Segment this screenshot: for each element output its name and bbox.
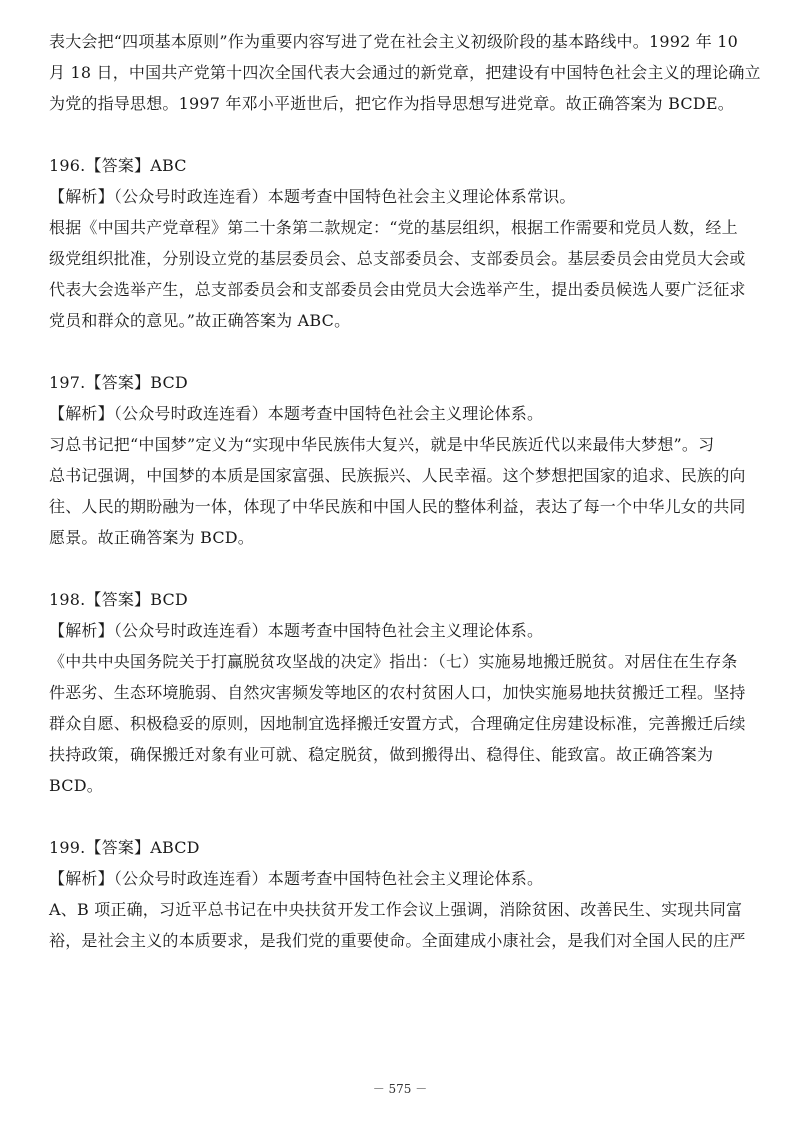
intro-paragraph	[49, 26, 759, 119]
text-line: 根据《中国共产党章程》第二十条第二款规定：“党的基层组织，根据工作需要和党员人数，经上	[49, 218, 738, 237]
text-line: BCD。	[49, 776, 103, 795]
text-line: 《中共中央国务院关于打赢脱贫攻坚战的决定》指出：（七）实施易地搬迁脱贫。对居住在生存条	[49, 652, 738, 671]
text-line: 习总书记把“中国梦”定义为“实现中华民族伟大复兴，就是中华民族近代以来最伟大梦想”。习	[49, 435, 715, 454]
text-line: 为党的指导思想。1997 年邓小平逝世后，把它作为指导思想写进党章。故正确答案为 BCDE。	[49, 94, 734, 113]
text-line: 级党组织批准，分别设立党的基层委员会、总支部委员会、支部委员会。基层委员会由党员大会或	[49, 249, 746, 268]
text-line: 表大会把“四项基本原则”作为重要内容写进了党在社会主义初级阶段的基本路线中。1992 年 10	[49, 32, 739, 51]
text-line: 代表大会选举产生，总支部委员会和支部委员会由党员大会选举产生，提出委员候选人要广泛征求	[49, 280, 746, 299]
paragraph-gap	[49, 553, 759, 584]
analysis-label: 【解析】（公众号时政连连看）本题考查中国特色社会主义理论体系。	[49, 404, 544, 423]
question-197	[49, 367, 759, 553]
analysis-label: 【解析】（公众号时政连连看）本题考查中国特色社会主义理论体系。	[49, 621, 544, 640]
question-196	[49, 150, 759, 336]
analysis-label: 【解析】（公众号时政连连看）本题考查中国特色社会主义理论体系。	[49, 869, 544, 888]
text-line: 党员和群众的意见。”故正确答案为 ABC。	[49, 311, 351, 330]
analysis-label: 【解析】（公众号时政连连看）本题考查中国特色社会主义理论体系常识。	[49, 187, 576, 206]
page-content	[49, 26, 759, 956]
paragraph-gap	[49, 119, 759, 150]
text-line: 往、人民的期盼融为一体，体现了中华民族和中国人民的整体利益，表达了每一个中华儿女的共同	[49, 497, 746, 516]
text-line: A、B 项正确，习近平总书记在中央扶贫开发工作会议上强调，消除贫困、改善民生、实现共同富	[49, 900, 743, 919]
text-line: 愿景。故正确答案为 BCD。	[49, 528, 255, 547]
page-number: － 575 －	[372, 1082, 428, 1096]
text-line: 月 18 日，中国共产党第十四次全国代表大会通过的新党章，把建设有中国特色社会主义的理论确立	[49, 63, 761, 82]
text-line: 件恶劣、生态环境脆弱、自然灾害频发等地区的农村贫困人口，加快实施易地扶贫搬迁工程。坚持	[49, 683, 746, 702]
question-198	[49, 584, 759, 801]
answer-header: 197.【答案】BCD	[49, 373, 188, 392]
text-line: 扶持政策，确保搬迁对象有业可就、稳定脱贫，做到搬得出、稳得住、能致富。故正确答案为	[49, 745, 714, 764]
answer-header: 199.【答案】ABCD	[49, 838, 200, 857]
paragraph-gap	[49, 801, 759, 832]
answer-header: 196.【答案】ABC	[49, 156, 187, 175]
text-line: 总书记强调，中国梦的本质是国家富强、民族振兴、人民幸福。这个梦想把国家的追求、民族的向	[49, 466, 746, 485]
paragraph-gap	[49, 336, 759, 367]
text-line: 群众自愿、积极稳妥的原则，因地制宜选择搬迁安置方式，合理确定住房建设标准，完善搬迁后续	[49, 714, 746, 733]
question-199	[49, 832, 759, 956]
answer-header: 198.【答案】BCD	[49, 590, 188, 609]
text-line: 裕，是社会主义的本质要求，是我们党的重要使命。全面建成小康社会，是我们对全国人民的庄严	[49, 931, 746, 950]
